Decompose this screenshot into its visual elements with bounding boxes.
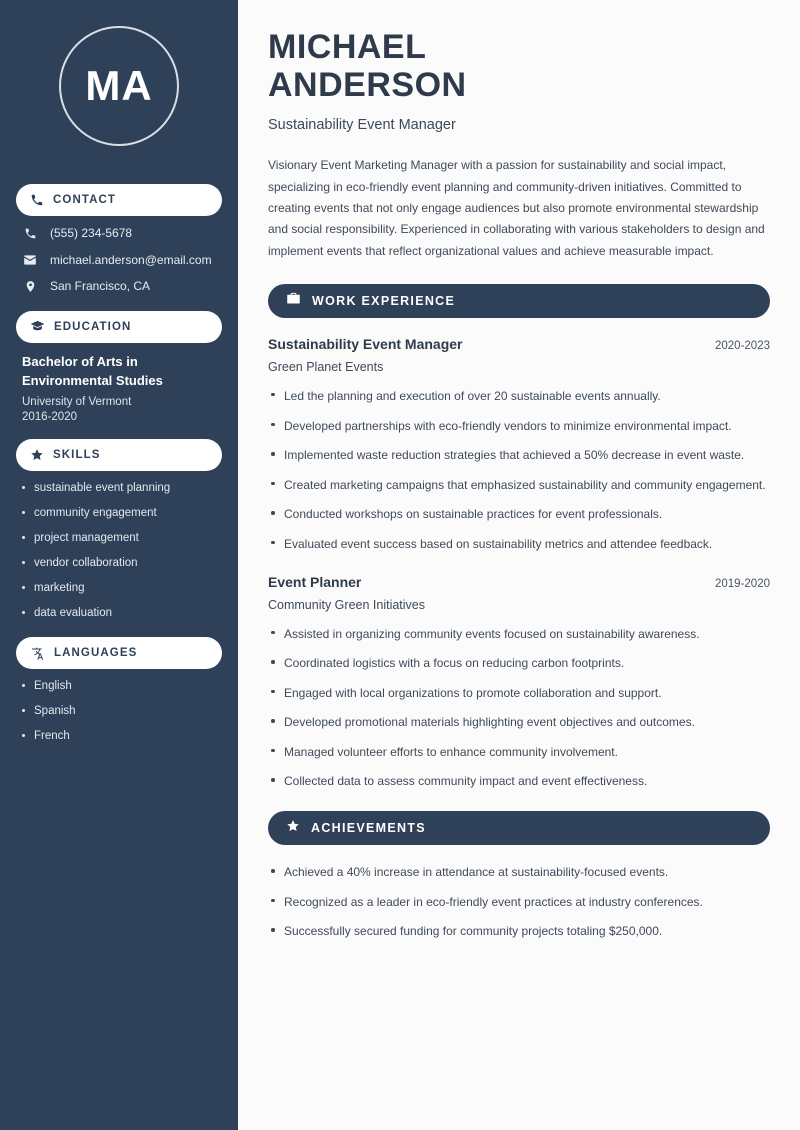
list-item: Spanish (22, 704, 220, 719)
star-icon (286, 819, 300, 838)
education-section-label: EDUCATION (54, 320, 132, 333)
list-item: Managed volunteer efforts to enhance community involvement. (268, 743, 770, 762)
professional-summary: Visionary Event Marketing Manager with a passion for sustainability and social impact, specializing in eco-friendly event planning and community-driven initiatives. Committed to creating events that not only engage audiences but also promote environmental stewardship and social responsibility. Experienced in collaborating with various stakeholders to design and implement events that reflect organizational values and achieve measurable impact. (268, 158, 765, 258)
languages-section-label: LANGUAGES (54, 647, 138, 660)
list-item: project management (22, 531, 220, 546)
achievements-section-label: ACHIEVEMENTS (311, 821, 426, 836)
list-item: Recognized as a leader in eco-friendly event practices at industry conferences. (268, 893, 770, 912)
contact-email-text: michael.anderson@email.com (50, 252, 212, 267)
work-experience-section-label: WORK EXPERIENCE (312, 293, 456, 308)
list-item: Assisted in organizing community events focused on sustainability awareness. (268, 625, 770, 644)
graduation-cap-icon (30, 319, 45, 334)
avatar-container (0, 0, 238, 168)
education-years: 2016-2020 (22, 411, 77, 424)
list-item: Conducted workshops on sustainable practices for event professionals. (268, 505, 770, 524)
job-organization: Community Green Initiatives (268, 597, 426, 612)
avatar: MA (59, 26, 179, 146)
languages-body (0, 669, 238, 744)
job-role-subtitle: Sustainability Event Manager (268, 117, 456, 134)
sidebar (0, 0, 238, 1130)
achievements-section-header (268, 811, 770, 845)
languages-list (22, 679, 220, 744)
contact-list (0, 216, 238, 295)
sidebar-section-contact (0, 184, 238, 295)
page-title (268, 28, 770, 104)
contact-location-text: San Francisco, CA (50, 279, 151, 294)
location-pin-icon (22, 280, 38, 293)
contact-phone-row (22, 226, 220, 242)
skills-list (22, 481, 220, 621)
job-dates: 2020-2023 (715, 339, 770, 352)
job-title: Event Planner (268, 573, 362, 590)
phone-icon (30, 193, 44, 207)
list-item: Developed promotional materials highlighting event objectives and outcomes. (268, 713, 770, 732)
list-item: marketing (22, 581, 220, 596)
list-item: French (22, 729, 220, 744)
list-item: vendor collaboration (22, 556, 220, 571)
last-name: ANDERSON (268, 66, 467, 105)
work-experience-section-header (268, 284, 770, 318)
education-school: University of Vermont (22, 396, 132, 409)
list-item: Implemented waste reduction strategies that achieved a 50% decrease in event waste. (268, 446, 770, 465)
skills-body (0, 471, 238, 621)
envelope-icon (22, 253, 38, 267)
education-body (0, 343, 238, 424)
list-item: data evaluation (22, 606, 220, 621)
list-item: Evaluated event success based on sustainability metrics and attendee feedback. (268, 535, 770, 554)
list-item: Developed partnerships with eco-friendly vendors to minimize environmental impact. (268, 417, 770, 436)
contact-email-row (22, 253, 220, 269)
list-item: Collected data to assess community impact and event effectiveness. (268, 772, 770, 791)
skills-section-header (16, 439, 222, 471)
job-bullet-list (268, 387, 770, 554)
work-experience-item (268, 574, 770, 792)
job-header (268, 336, 770, 352)
achievements-list (268, 863, 770, 941)
phone-icon (22, 227, 38, 240)
work-experience-item (268, 336, 770, 554)
education-section-header (16, 311, 222, 343)
languages-section-header (16, 637, 222, 669)
list-item: sustainable event planning (22, 481, 220, 496)
list-item: Created marketing campaigns that emphasized sustainability and community engagement. (268, 476, 770, 495)
job-organization: Green Planet Events (268, 359, 384, 374)
briefcase-icon (286, 291, 301, 311)
list-item: Engaged with local organizations to promote collaboration and support. (268, 684, 770, 703)
star-icon (30, 448, 44, 462)
list-item: Led the planning and execution of over 20 sustainable events annually. (268, 387, 770, 406)
contact-section-header (16, 184, 222, 216)
list-item: Achieved a 40% increase in attendance at sustainability-focused events. (268, 863, 770, 882)
main-content (238, 0, 800, 1130)
list-item: English (22, 679, 220, 694)
job-bullet-list (268, 625, 770, 792)
sidebar-section-languages (0, 637, 238, 744)
list-item: Successfully secured funding for community projects totaling $250,000. (268, 922, 770, 941)
contact-phone-text: (555) 234-5678 (50, 226, 133, 240)
skills-section-label: SKILLS (53, 449, 101, 462)
job-header (268, 574, 770, 590)
job-dates: 2019-2020 (715, 577, 770, 590)
list-item: community engagement (22, 506, 220, 521)
first-name: MICHAEL (268, 28, 427, 66)
sidebar-section-education (0, 311, 238, 424)
list-item: Coordinated logistics with a focus on reducing carbon footprints. (268, 654, 770, 673)
education-degree: Bachelor of Arts in Environmental Studies (22, 353, 163, 388)
contact-section-label: CONTACT (53, 194, 117, 206)
contact-location-row (22, 279, 220, 295)
job-title: Sustainability Event Manager (268, 335, 463, 352)
sidebar-section-skills (0, 439, 238, 621)
translate-icon (30, 646, 45, 661)
